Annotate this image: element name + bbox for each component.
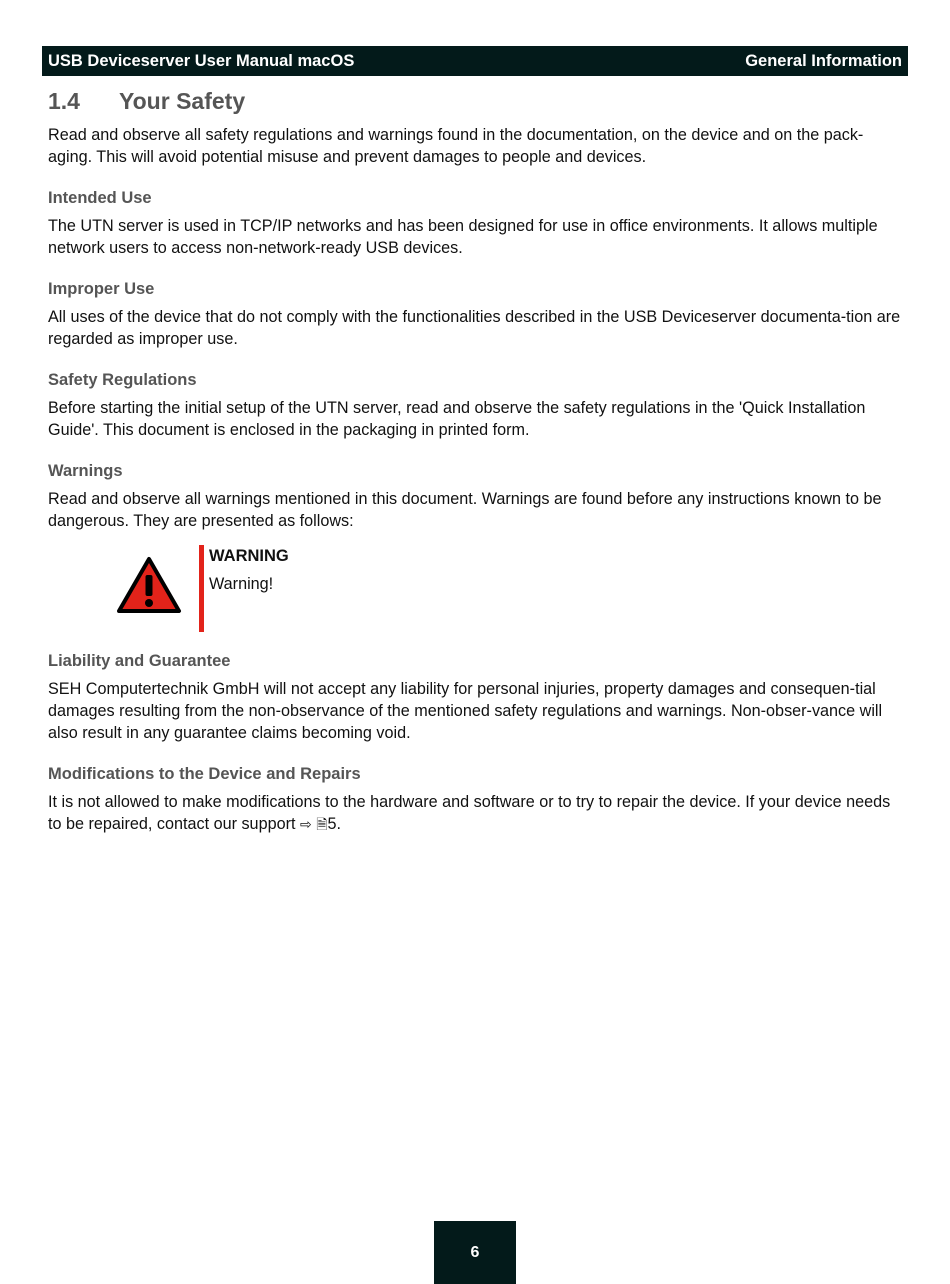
intended-use-text: The UTN server is used in TCP/IP networks and has been designed for use in office environments. It allows multiple network users to access non-network-ready USB devices.	[48, 217, 878, 257]
intended-use-heading: Intended Use	[48, 189, 152, 207]
support-page-link[interactable]	[300, 815, 337, 833]
page-icon: 🗎	[316, 817, 328, 833]
warning-triangle-icon	[116, 555, 182, 615]
chapter-title: General Information	[745, 51, 902, 70]
improper-use-text: All uses of the device that do not comply with the functionalities described in the USB Deviceserver documenta-tion are regarded as improper use.	[48, 308, 901, 348]
liability-text: SEH Computertechnik GmbH will not accept any liability for personal injuries, property damages and consequen-tial damages resulting from the non-observance of the mentioned safety regulations and warnings. Non-obser-vance will also result in any guarantee claims becoming void.	[48, 680, 883, 742]
warnings-heading: Warnings	[48, 462, 123, 480]
warning-message: Warning!	[209, 575, 274, 593]
page-number: 6	[434, 1221, 516, 1284]
main-content	[48, 124, 906, 836]
intro-paragraph: Read and observe all safety regulations and warnings found in the documentation, on the device and on the pack-aging. This will avoid potential misuse and prevent damages to people and devices.	[48, 126, 864, 166]
arrow-right-icon: ⇨	[299, 817, 312, 833]
modifications-text	[48, 791, 906, 836]
modifications-text-end: .	[336, 815, 341, 833]
warning-example	[48, 545, 906, 633]
safety-regulations-heading: Safety Regulations	[48, 371, 197, 389]
section-number: 1.4	[48, 88, 80, 114]
page-header	[42, 46, 908, 76]
warning-accent-bar	[199, 545, 204, 632]
warning-label: WARNING	[209, 547, 289, 565]
section-title-text: Your Safety	[119, 88, 246, 114]
support-page-number: 5	[327, 815, 337, 833]
warnings-text: Read and observe all warnings mentioned in this document. Warnings are found before any instructions known to be dangerous. They are presented as follows:	[48, 490, 882, 530]
liability-heading: Liability and Guarantee	[48, 652, 231, 670]
manual-title: USB Deviceserver User Manual macOS	[48, 51, 355, 70]
safety-regulations-text: Before starting the initial setup of the UTN server, read and observe the safety regulations in the 'Quick Installation Guide'. This document is enclosed in the packaging in printed form.	[48, 399, 866, 439]
section-title	[48, 88, 245, 115]
improper-use-heading: Improper Use	[48, 280, 155, 298]
modifications-heading: Modifications to the Device and Repairs	[48, 765, 361, 783]
modifications-text-body: It is not allowed to make modifications to the hardware and software or to try to repair the device. If your device needs to be repaired, contact our support	[48, 793, 891, 833]
